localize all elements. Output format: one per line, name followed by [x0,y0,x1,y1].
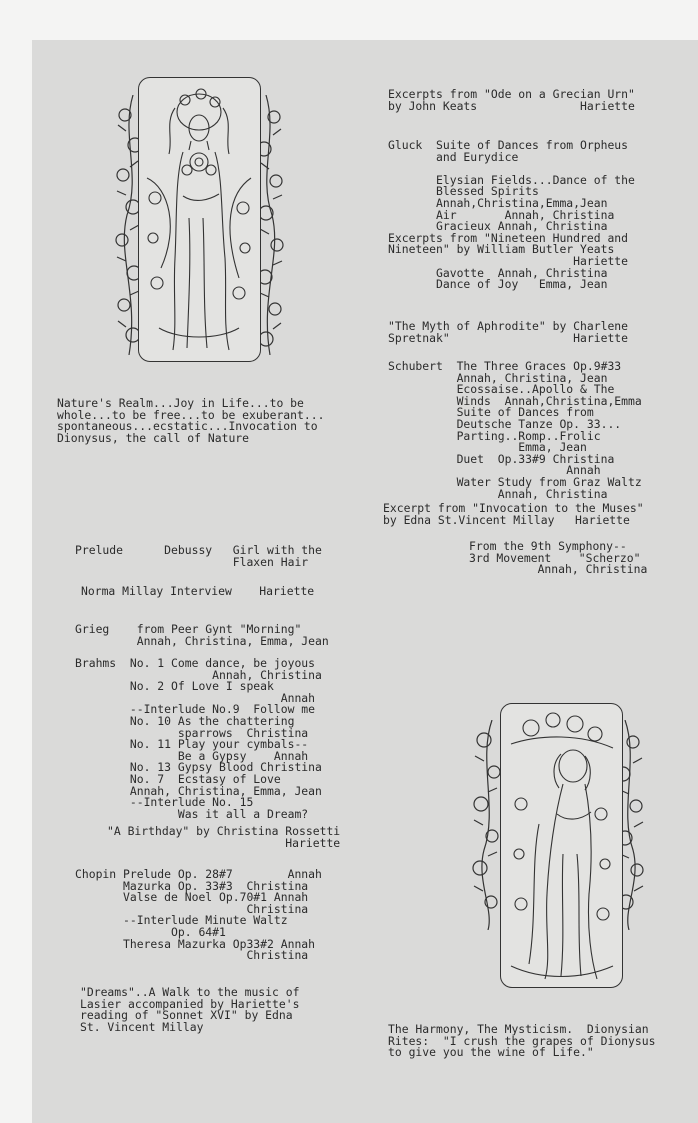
illustration-frame-bottom [500,703,623,988]
gluck-entry: Gluck Suite of Dances from Orpheus and Eurydice Elysian Fields...Dance of the Blessed Spirits Annah,Christina,Emma,Jean Air Annah, Christina Gracieux Annah, Christina Excerpts from "Nineteen Hundred and Nineteen" by William Butler Yeats Hariette Gavotte Annah, Christina Dance of Joy Emma, Jean [388,138,635,292]
left-floral-border [470,720,502,930]
grieg-entry: Grieg from Peer Gynt "Morning" Annah, Christina, Emma, Jean [75,622,329,648]
illustration-frame-top [138,77,261,362]
prelude-debussy: Prelude Debussy Girl with the Flaxen Hair [75,543,322,569]
aphrodite-reading: "The Myth of Aphrodite" by Charlene Spretnak" Hariette [388,319,629,345]
schubert-entry: Schubert The Three Graces Op.9#33 Annah, Christina, Jean Ecossaise..Apollo & The Winds Annah,Christina,Emma Suite of Dances from Deutsche Tanze Op. 33... Parting..Romp..Frolic Emma, Jean Duet Op.33#9 Christina Annah Water Study from Graz Waltz Annah, Christina [388,359,642,501]
nature-realm-text: Nature's Realm...Joy in Life...to be whole...to be free...to be exuberant... spontaneous...ecstatic...Invocation to Dionysus, the call of Nature [57,396,325,445]
norma-millay-interview: Norma Millay Interview Hariette [81,584,315,598]
brahms-entry: Brahms No. 1 Come dance, be joyous Annah, Christina No. 2 Of Love I speak Annah --Interlude No.9 Follow me No. 10 As the chattering sparrows Christina No. 11 Play your cymbals-- Be a Gypsy Annah No. 13 Gypsy Blood Christina No. 7 Ecstasy of Love Annah, Christina, Emma, Jean --Interlude No. 15 Was it all a Dream? [75,656,322,821]
dreams-entry: "Dreams"..A Walk to the music of Lasier accompanied by Hariette's reading of "Sonnet XVI" by Edna St. Vincent Millay [80,985,300,1034]
harmony-text: The Harmony, The Mysticism. Dionysian Rites: "I crush the grapes of Dionysus to give you the wine of Life." [388,1022,656,1060]
ninth-symphony-entry: From the 9th Symphony-- 3rd Movement "Scherzo" Annah, Christina [469,539,648,577]
millay-invocation: Excerpt from "Invocation to the Muses" by Edna St.Vincent Millay Hariette [383,501,644,527]
chopin-entry: Chopin Prelude Op. 28#7 Annah Mazurka Op. 33#3 Christina Valse de Noel Op.70#1 Annah Christina --Interlude Minute Waltz Op. 64#1 Theresa Mazurka Op33#2 Annah Christina [75,867,322,963]
birthday-reading: "A Birthday" by Christina Rossetti Hariette [107,824,341,850]
keats-excerpt: Excerpts from "Ode on a Grecian Urn" by John Keats Hariette [388,87,635,113]
